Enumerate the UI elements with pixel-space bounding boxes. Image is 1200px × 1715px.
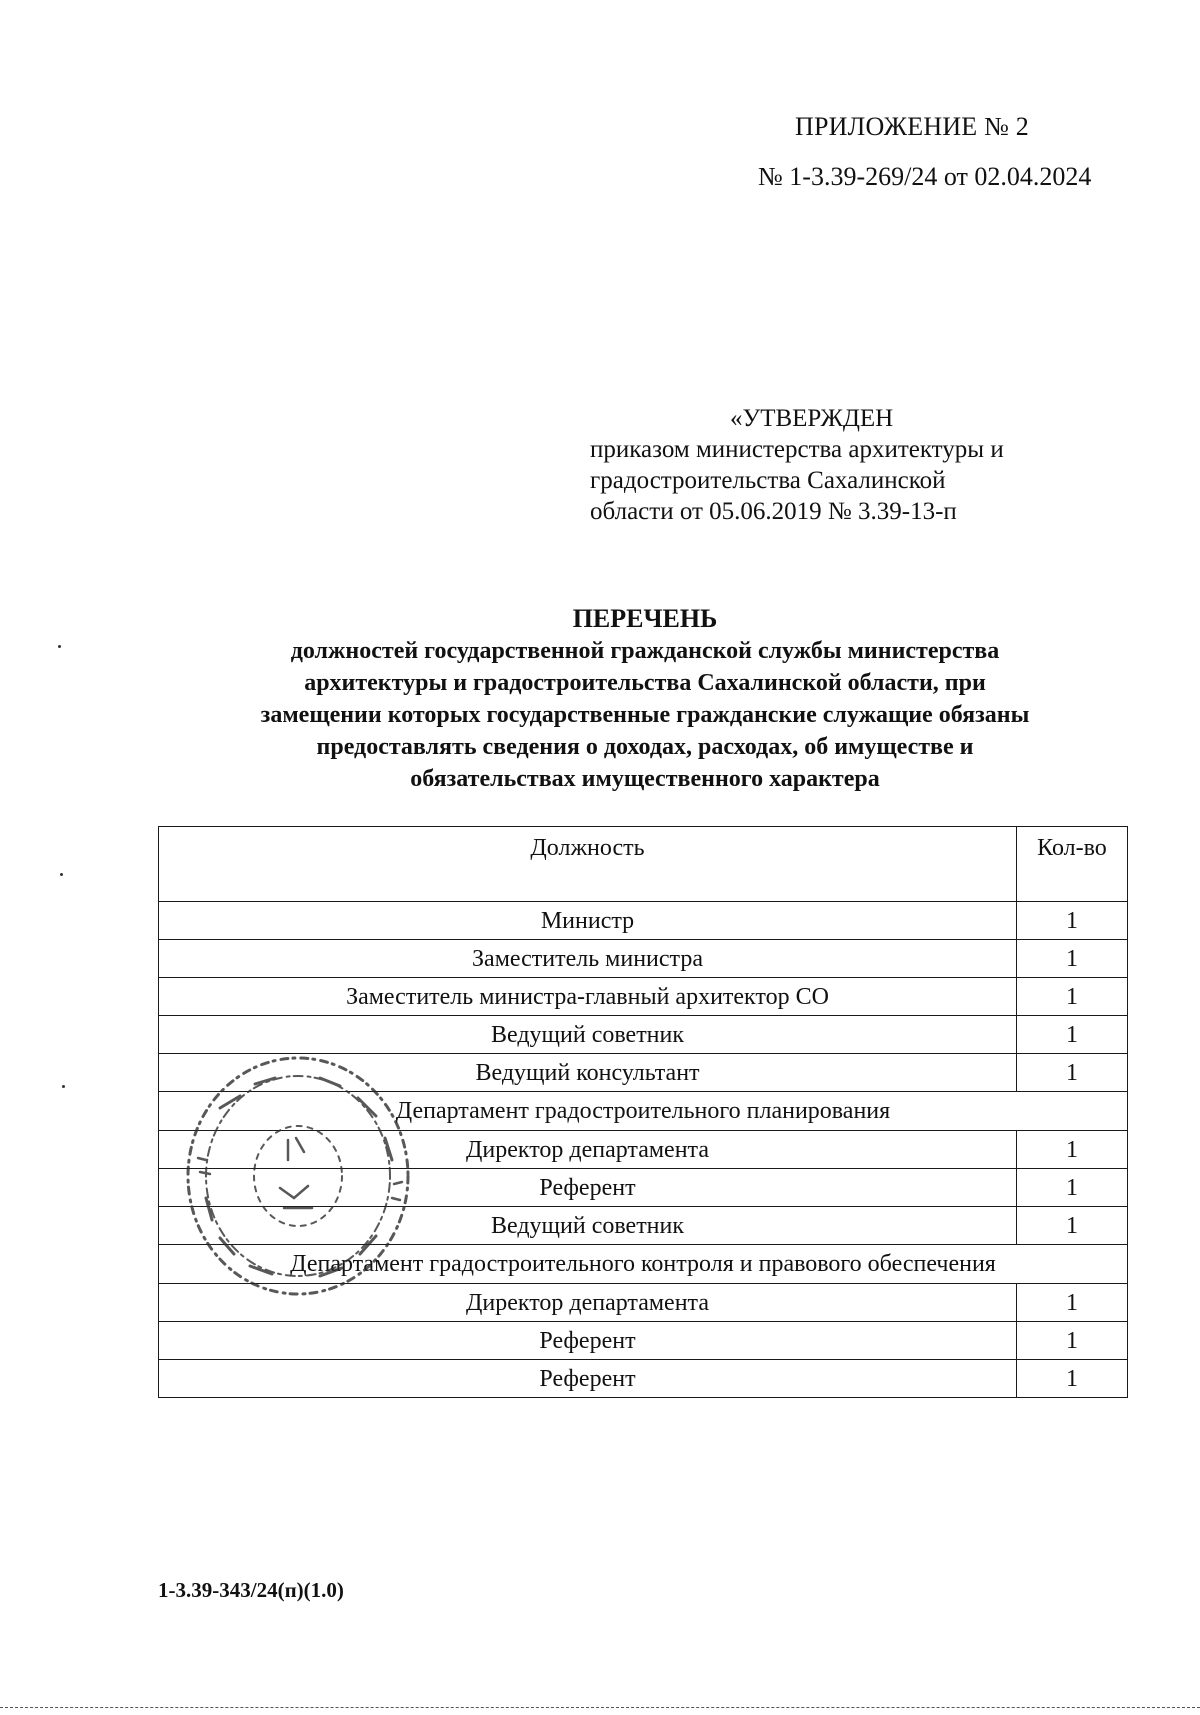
quantity-cell: 1 [1017,1054,1128,1092]
header-quantity: Кол-во [1017,827,1128,902]
position-cell: Заместитель министра-главный архитектор СО [159,978,1017,1016]
quantity-cell: 1 [1017,978,1128,1016]
quantity-cell: 1 [1017,1169,1128,1207]
quantity-cell: 1 [1017,940,1128,978]
quantity-cell: 1 [1017,1284,1128,1322]
department-name: Департамент градостроительного контроля и правового обеспечения [159,1245,1128,1284]
table-row [159,1284,1128,1322]
department-name: Департамент градостроительного планирования [159,1092,1128,1131]
quantity-cell: 1 [1017,1016,1128,1054]
table-row [159,1322,1128,1360]
approval-line: области от 05.06.2019 № 3.39-13-п [590,498,957,525]
scan-edge [0,1707,1200,1710]
table-row [159,1169,1128,1207]
approval-line: градостроительства Сахалинской [590,467,946,494]
table-row [159,940,1128,978]
position-cell: Заместитель министра [159,940,1017,978]
quantity-cell: 1 [1017,1322,1128,1360]
position-cell: Директор департамента [159,1131,1017,1169]
appendix-title: ПРИЛОЖЕНИЕ № 2 [795,112,1029,141]
scan-speck [62,1085,65,1088]
quantity-cell: 1 [1017,902,1128,940]
approval-line: «УТВЕРЖДЕН [730,405,894,432]
table-row [159,1016,1128,1054]
document-title: ПЕРЕЧЕНЬ [572,604,718,633]
position-cell: Референт [159,1360,1017,1398]
approval-block [590,403,1004,527]
position-cell: Референт [159,1322,1017,1360]
approval-line: приказом министерства архитектуры и [590,436,1004,463]
document-subtitle: должностей государственной гражданской службы министерства архитектуры и градостроительства Сахалинской области, при замещении которых государственные гражданские служащие обязаны предоставлять сведения о доходах, расходах, об имуществе и обязательствах имущественного характера [260,638,1030,792]
table-row [159,1054,1128,1092]
scan-speck [58,645,61,648]
table-row [159,902,1128,940]
position-cell: Министр [159,902,1017,940]
department-row [159,1092,1128,1131]
scan-speck [60,873,63,876]
table-row [159,1360,1128,1398]
quantity-cell: 1 [1017,1360,1128,1398]
positions-table [158,826,1128,1398]
position-cell: Ведущий консультант [159,1054,1017,1092]
position-cell: Референт [159,1169,1017,1207]
header-position: Должность [159,827,1017,902]
table-row [159,1207,1128,1245]
appendix-number: № 1-3.39-269/24 от 02.04.2024 [758,162,1092,191]
document-code: 1-3.39-343/24(п)(1.0) [158,1578,344,1602]
position-cell: Ведущий советник [159,1207,1017,1245]
table-row [159,1131,1128,1169]
table-header-row [159,827,1128,902]
quantity-cell: 1 [1017,1207,1128,1245]
position-cell: Ведущий советник [159,1016,1017,1054]
department-row [159,1245,1128,1284]
table-row [159,978,1128,1016]
position-cell: Директор департамента [159,1284,1017,1322]
positions-table-body [159,827,1128,1398]
quantity-cell: 1 [1017,1131,1128,1169]
document-heading [160,603,1130,795]
